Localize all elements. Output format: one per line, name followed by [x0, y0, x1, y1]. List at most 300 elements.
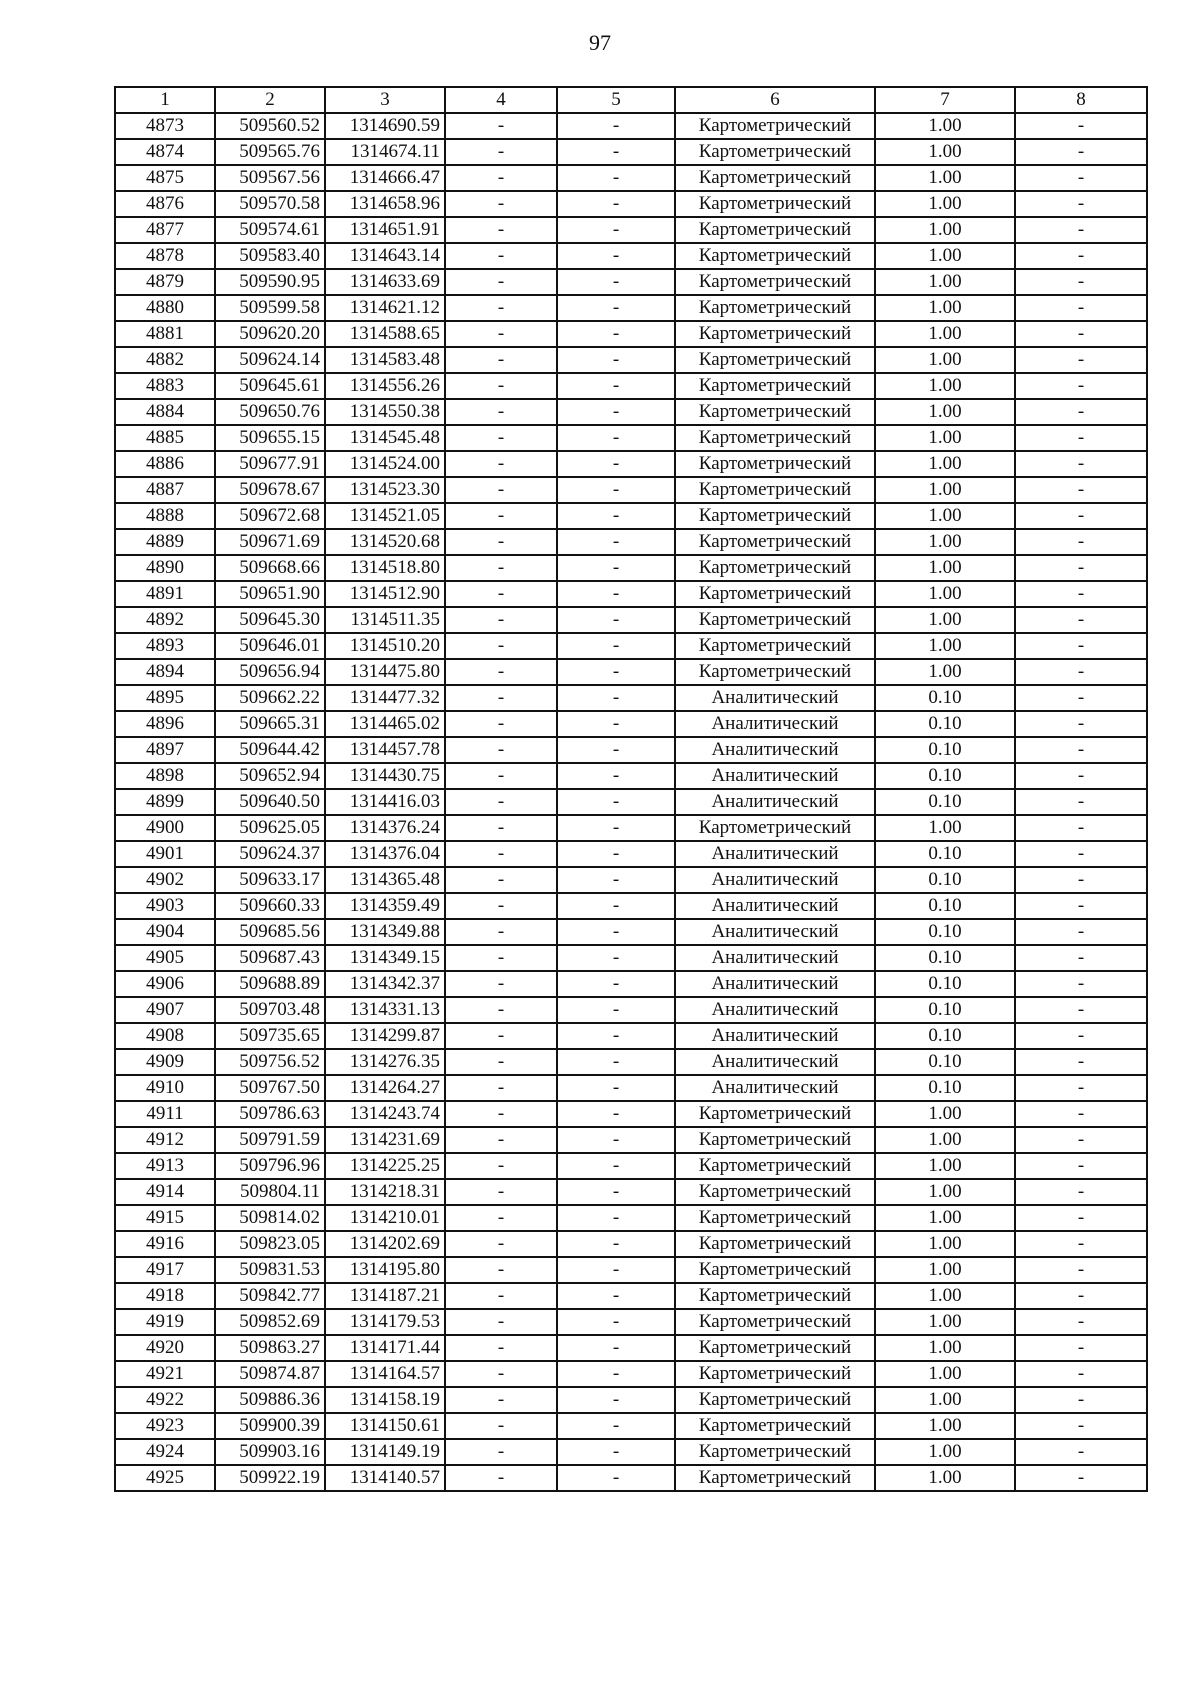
- y-coordinate-cell: 1314349.15: [325, 945, 445, 971]
- col5-cell: -: [557, 1101, 675, 1127]
- col4-cell: -: [445, 399, 557, 425]
- y-coordinate-cell: 1314475.80: [325, 659, 445, 685]
- point-number-cell: 4890: [115, 555, 215, 581]
- accuracy-cell: 1.00: [875, 607, 1015, 633]
- col8-cell: -: [1015, 529, 1147, 555]
- method-cell: Картометрический: [675, 295, 875, 321]
- col5-cell: -: [557, 503, 675, 529]
- header-cell: 6: [675, 87, 875, 113]
- accuracy-cell: 1.00: [875, 191, 1015, 217]
- col5-cell: -: [557, 165, 675, 191]
- y-coordinate-cell: 1314376.04: [325, 841, 445, 867]
- y-coordinate-cell: 1314218.31: [325, 1179, 445, 1205]
- y-coordinate-cell: 1314633.69: [325, 269, 445, 295]
- point-number-cell: 4878: [115, 243, 215, 269]
- col4-cell: -: [445, 243, 557, 269]
- x-coordinate-cell: 509687.43: [215, 945, 325, 971]
- x-coordinate-cell: 509583.40: [215, 243, 325, 269]
- x-coordinate-cell: 509599.58: [215, 295, 325, 321]
- col4-cell: -: [445, 1309, 557, 1335]
- method-cell: Картометрический: [675, 477, 875, 503]
- x-coordinate-cell: 509656.94: [215, 659, 325, 685]
- point-number-cell: 4897: [115, 737, 215, 763]
- accuracy-cell: 1.00: [875, 373, 1015, 399]
- y-coordinate-cell: 1314588.65: [325, 321, 445, 347]
- method-cell: Картометрический: [675, 1179, 875, 1205]
- x-coordinate-cell: 509900.39: [215, 1413, 325, 1439]
- x-coordinate-cell: 509791.59: [215, 1127, 325, 1153]
- table-row: [115, 1205, 1147, 1231]
- y-coordinate-cell: 1314210.01: [325, 1205, 445, 1231]
- table-row: [115, 893, 1147, 919]
- accuracy-cell: 1.00: [875, 113, 1015, 139]
- col8-cell: -: [1015, 1257, 1147, 1283]
- x-coordinate-cell: 509814.02: [215, 1205, 325, 1231]
- col4-cell: -: [445, 659, 557, 685]
- accuracy-cell: 1.00: [875, 269, 1015, 295]
- col4-cell: -: [445, 321, 557, 347]
- col8-cell: -: [1015, 867, 1147, 893]
- col4-cell: -: [445, 711, 557, 737]
- col4-cell: -: [445, 425, 557, 451]
- table-row: [115, 373, 1147, 399]
- y-coordinate-cell: 1314225.25: [325, 1153, 445, 1179]
- accuracy-cell: 0.10: [875, 945, 1015, 971]
- col4-cell: -: [445, 139, 557, 165]
- col4-cell: -: [445, 347, 557, 373]
- x-coordinate-cell: 509735.65: [215, 1023, 325, 1049]
- col5-cell: -: [557, 555, 675, 581]
- method-cell: Картометрический: [675, 659, 875, 685]
- col8-cell: -: [1015, 1101, 1147, 1127]
- table-row: [115, 399, 1147, 425]
- x-coordinate-cell: 509786.63: [215, 1101, 325, 1127]
- accuracy-cell: 0.10: [875, 919, 1015, 945]
- table-row: [115, 451, 1147, 477]
- accuracy-cell: 1.00: [875, 1153, 1015, 1179]
- col4-cell: -: [445, 1075, 557, 1101]
- accuracy-cell: 1.00: [875, 815, 1015, 841]
- method-cell: Картометрический: [675, 1413, 875, 1439]
- header-cell: 3: [325, 87, 445, 113]
- col8-cell: -: [1015, 1023, 1147, 1049]
- x-coordinate-cell: 509796.96: [215, 1153, 325, 1179]
- col4-cell: -: [445, 1049, 557, 1075]
- col5-cell: -: [557, 711, 675, 737]
- method-cell: Аналитический: [675, 945, 875, 971]
- method-cell: Аналитический: [675, 711, 875, 737]
- col5-cell: -: [557, 347, 675, 373]
- accuracy-cell: 0.10: [875, 893, 1015, 919]
- table-row: [115, 815, 1147, 841]
- point-number-cell: 4879: [115, 269, 215, 295]
- point-number-cell: 4923: [115, 1413, 215, 1439]
- col5-cell: -: [557, 191, 675, 217]
- col5-cell: -: [557, 399, 675, 425]
- col8-cell: -: [1015, 841, 1147, 867]
- col5-cell: -: [557, 971, 675, 997]
- x-coordinate-cell: 509640.50: [215, 789, 325, 815]
- accuracy-cell: 1.00: [875, 425, 1015, 451]
- col4-cell: -: [445, 503, 557, 529]
- y-coordinate-cell: 1314202.69: [325, 1231, 445, 1257]
- accuracy-cell: 1.00: [875, 633, 1015, 659]
- method-cell: Аналитический: [675, 997, 875, 1023]
- col4-cell: -: [445, 1283, 557, 1309]
- col5-cell: -: [557, 1413, 675, 1439]
- col8-cell: -: [1015, 711, 1147, 737]
- method-cell: Картометрический: [675, 1101, 875, 1127]
- y-coordinate-cell: 1314349.88: [325, 919, 445, 945]
- header-row: [115, 87, 1147, 113]
- x-coordinate-cell: 509652.94: [215, 763, 325, 789]
- col4-cell: -: [445, 529, 557, 555]
- x-coordinate-cell: 509874.87: [215, 1361, 325, 1387]
- x-coordinate-cell: 509633.17: [215, 867, 325, 893]
- table-row: [115, 789, 1147, 815]
- col5-cell: -: [557, 1231, 675, 1257]
- table-row: [115, 737, 1147, 763]
- col8-cell: -: [1015, 1309, 1147, 1335]
- col5-cell: -: [557, 269, 675, 295]
- table-row: [115, 997, 1147, 1023]
- y-coordinate-cell: 1314342.37: [325, 971, 445, 997]
- accuracy-cell: 0.10: [875, 737, 1015, 763]
- method-cell: Аналитический: [675, 841, 875, 867]
- method-cell: Картометрический: [675, 113, 875, 139]
- method-cell: Картометрический: [675, 165, 875, 191]
- header-cell: 8: [1015, 87, 1147, 113]
- col5-cell: -: [557, 1309, 675, 1335]
- col5-cell: -: [557, 867, 675, 893]
- method-cell: Аналитический: [675, 737, 875, 763]
- table-body: [115, 113, 1147, 1491]
- col4-cell: -: [445, 919, 557, 945]
- col4-cell: -: [445, 477, 557, 503]
- y-coordinate-cell: 1314171.44: [325, 1335, 445, 1361]
- table-row: [115, 1127, 1147, 1153]
- col5-cell: -: [557, 113, 675, 139]
- accuracy-cell: 0.10: [875, 763, 1015, 789]
- col5-cell: -: [557, 139, 675, 165]
- method-cell: Картометрический: [675, 503, 875, 529]
- point-number-cell: 4883: [115, 373, 215, 399]
- point-number-cell: 4896: [115, 711, 215, 737]
- table-row: [115, 191, 1147, 217]
- col4-cell: -: [445, 581, 557, 607]
- col5-cell: -: [557, 373, 675, 399]
- col4-cell: -: [445, 1387, 557, 1413]
- point-number-cell: 4887: [115, 477, 215, 503]
- y-coordinate-cell: 1314512.90: [325, 581, 445, 607]
- method-cell: Картометрический: [675, 139, 875, 165]
- accuracy-cell: 1.00: [875, 1127, 1015, 1153]
- table-row: [115, 867, 1147, 893]
- col8-cell: -: [1015, 477, 1147, 503]
- method-cell: Аналитический: [675, 763, 875, 789]
- accuracy-cell: 0.10: [875, 1023, 1015, 1049]
- col4-cell: -: [445, 1335, 557, 1361]
- col5-cell: -: [557, 1361, 675, 1387]
- col5-cell: -: [557, 945, 675, 971]
- y-coordinate-cell: 1314658.96: [325, 191, 445, 217]
- accuracy-cell: 1.00: [875, 1465, 1015, 1491]
- table-row: [115, 763, 1147, 789]
- point-number-cell: 4919: [115, 1309, 215, 1335]
- x-coordinate-cell: 509804.11: [215, 1179, 325, 1205]
- x-coordinate-cell: 509660.33: [215, 893, 325, 919]
- x-coordinate-cell: 509823.05: [215, 1231, 325, 1257]
- col8-cell: -: [1015, 165, 1147, 191]
- header-cell: 2: [215, 87, 325, 113]
- col5-cell: -: [557, 1439, 675, 1465]
- y-coordinate-cell: 1314524.00: [325, 451, 445, 477]
- table-row: [115, 1283, 1147, 1309]
- col4-cell: -: [445, 1231, 557, 1257]
- point-number-cell: 4904: [115, 919, 215, 945]
- point-number-cell: 4918: [115, 1283, 215, 1309]
- accuracy-cell: 1.00: [875, 659, 1015, 685]
- col4-cell: -: [445, 841, 557, 867]
- accuracy-cell: 1.00: [875, 1179, 1015, 1205]
- col5-cell: -: [557, 789, 675, 815]
- y-coordinate-cell: 1314666.47: [325, 165, 445, 191]
- col8-cell: -: [1015, 269, 1147, 295]
- x-coordinate-cell: 509645.61: [215, 373, 325, 399]
- point-number-cell: 4922: [115, 1387, 215, 1413]
- point-number-cell: 4903: [115, 893, 215, 919]
- col5-cell: -: [557, 1127, 675, 1153]
- y-coordinate-cell: 1314518.80: [325, 555, 445, 581]
- point-number-cell: 4889: [115, 529, 215, 555]
- accuracy-cell: 1.00: [875, 451, 1015, 477]
- y-coordinate-cell: 1314264.27: [325, 1075, 445, 1101]
- col8-cell: -: [1015, 243, 1147, 269]
- method-cell: Картометрический: [675, 1127, 875, 1153]
- y-coordinate-cell: 1314545.48: [325, 425, 445, 451]
- col4-cell: -: [445, 451, 557, 477]
- x-coordinate-cell: 509903.16: [215, 1439, 325, 1465]
- col4-cell: -: [445, 269, 557, 295]
- table-row: [115, 1153, 1147, 1179]
- col4-cell: -: [445, 685, 557, 711]
- col5-cell: -: [557, 1153, 675, 1179]
- point-number-cell: 4874: [115, 139, 215, 165]
- accuracy-cell: 1.00: [875, 1231, 1015, 1257]
- col8-cell: -: [1015, 789, 1147, 815]
- col4-cell: -: [445, 1179, 557, 1205]
- x-coordinate-cell: 509567.56: [215, 165, 325, 191]
- col8-cell: -: [1015, 321, 1147, 347]
- accuracy-cell: 1.00: [875, 347, 1015, 373]
- col4-cell: -: [445, 217, 557, 243]
- x-coordinate-cell: 509677.91: [215, 451, 325, 477]
- y-coordinate-cell: 1314583.48: [325, 347, 445, 373]
- col4-cell: -: [445, 373, 557, 399]
- x-coordinate-cell: 509560.52: [215, 113, 325, 139]
- method-cell: Картометрический: [675, 1465, 875, 1491]
- table-row: [115, 1231, 1147, 1257]
- x-coordinate-cell: 509671.69: [215, 529, 325, 555]
- accuracy-cell: 0.10: [875, 789, 1015, 815]
- x-coordinate-cell: 509625.05: [215, 815, 325, 841]
- table-row: [115, 581, 1147, 607]
- point-number-cell: 4913: [115, 1153, 215, 1179]
- method-cell: Картометрический: [675, 451, 875, 477]
- table-row: [115, 1179, 1147, 1205]
- x-coordinate-cell: 509565.76: [215, 139, 325, 165]
- col8-cell: -: [1015, 945, 1147, 971]
- col5-cell: -: [557, 919, 675, 945]
- table-row: [115, 347, 1147, 373]
- accuracy-cell: 0.10: [875, 841, 1015, 867]
- method-cell: Аналитический: [675, 1049, 875, 1075]
- point-number-cell: 4891: [115, 581, 215, 607]
- method-cell: Картометрический: [675, 269, 875, 295]
- y-coordinate-cell: 1314510.20: [325, 633, 445, 659]
- accuracy-cell: 1.00: [875, 321, 1015, 347]
- x-coordinate-cell: 509651.90: [215, 581, 325, 607]
- x-coordinate-cell: 509767.50: [215, 1075, 325, 1101]
- point-number-cell: 4882: [115, 347, 215, 373]
- point-number-cell: 4892: [115, 607, 215, 633]
- y-coordinate-cell: 1314276.35: [325, 1049, 445, 1075]
- table-row: [115, 503, 1147, 529]
- point-number-cell: 4916: [115, 1231, 215, 1257]
- col5-cell: -: [557, 477, 675, 503]
- accuracy-cell: 1.00: [875, 243, 1015, 269]
- col8-cell: -: [1015, 971, 1147, 997]
- y-coordinate-cell: 1314376.24: [325, 815, 445, 841]
- method-cell: Картометрический: [675, 633, 875, 659]
- col4-cell: -: [445, 1361, 557, 1387]
- col5-cell: -: [557, 451, 675, 477]
- col8-cell: -: [1015, 451, 1147, 477]
- accuracy-cell: 1.00: [875, 477, 1015, 503]
- y-coordinate-cell: 1314523.30: [325, 477, 445, 503]
- accuracy-cell: 1.00: [875, 139, 1015, 165]
- x-coordinate-cell: 509831.53: [215, 1257, 325, 1283]
- y-coordinate-cell: 1314457.78: [325, 737, 445, 763]
- x-coordinate-cell: 509650.76: [215, 399, 325, 425]
- point-number-cell: 4924: [115, 1439, 215, 1465]
- col8-cell: -: [1015, 1231, 1147, 1257]
- col4-cell: -: [445, 893, 557, 919]
- y-coordinate-cell: 1314243.74: [325, 1101, 445, 1127]
- table-row: [115, 1387, 1147, 1413]
- col5-cell: -: [557, 243, 675, 269]
- col8-cell: -: [1015, 1413, 1147, 1439]
- y-coordinate-cell: 1314690.59: [325, 113, 445, 139]
- point-number-cell: 4893: [115, 633, 215, 659]
- table-row: [115, 477, 1147, 503]
- y-coordinate-cell: 1314511.35: [325, 607, 445, 633]
- col8-cell: -: [1015, 1127, 1147, 1153]
- accuracy-cell: 1.00: [875, 1413, 1015, 1439]
- accuracy-cell: 1.00: [875, 1257, 1015, 1283]
- table-row: [115, 269, 1147, 295]
- col8-cell: -: [1015, 1153, 1147, 1179]
- col5-cell: -: [557, 1465, 675, 1491]
- col4-cell: -: [445, 1465, 557, 1491]
- y-coordinate-cell: 1314331.13: [325, 997, 445, 1023]
- col8-cell: -: [1015, 1387, 1147, 1413]
- col8-cell: -: [1015, 295, 1147, 321]
- method-cell: Картометрический: [675, 815, 875, 841]
- point-number-cell: 4925: [115, 1465, 215, 1491]
- col5-cell: -: [557, 607, 675, 633]
- point-number-cell: 4898: [115, 763, 215, 789]
- table-row: [115, 321, 1147, 347]
- method-cell: Картометрический: [675, 1361, 875, 1387]
- method-cell: Картометрический: [675, 1335, 875, 1361]
- point-number-cell: 4907: [115, 997, 215, 1023]
- x-coordinate-cell: 509570.58: [215, 191, 325, 217]
- x-coordinate-cell: 509574.61: [215, 217, 325, 243]
- method-cell: Аналитический: [675, 971, 875, 997]
- x-coordinate-cell: 509624.37: [215, 841, 325, 867]
- table-header: [115, 87, 1147, 113]
- accuracy-cell: 1.00: [875, 1335, 1015, 1361]
- method-cell: Картометрический: [675, 529, 875, 555]
- method-cell: Аналитический: [675, 789, 875, 815]
- y-coordinate-cell: 1314187.21: [325, 1283, 445, 1309]
- col5-cell: -: [557, 659, 675, 685]
- point-number-cell: 4895: [115, 685, 215, 711]
- x-coordinate-cell: 509756.52: [215, 1049, 325, 1075]
- table-row: [115, 1257, 1147, 1283]
- point-number-cell: 4917: [115, 1257, 215, 1283]
- method-cell: Картометрический: [675, 607, 875, 633]
- point-number-cell: 4894: [115, 659, 215, 685]
- point-number-cell: 4911: [115, 1101, 215, 1127]
- point-number-cell: 4915: [115, 1205, 215, 1231]
- col4-cell: -: [445, 165, 557, 191]
- x-coordinate-cell: 509590.95: [215, 269, 325, 295]
- col8-cell: -: [1015, 1205, 1147, 1231]
- col8-cell: -: [1015, 1335, 1147, 1361]
- point-number-cell: 4902: [115, 867, 215, 893]
- col8-cell: -: [1015, 191, 1147, 217]
- table-row: [115, 945, 1147, 971]
- y-coordinate-cell: 1314521.05: [325, 503, 445, 529]
- method-cell: Аналитический: [675, 867, 875, 893]
- y-coordinate-cell: 1314150.61: [325, 1413, 445, 1439]
- method-cell: Картометрический: [675, 1153, 875, 1179]
- col4-cell: -: [445, 1439, 557, 1465]
- method-cell: Картометрический: [675, 217, 875, 243]
- point-number-cell: 4901: [115, 841, 215, 867]
- y-coordinate-cell: 1314621.12: [325, 295, 445, 321]
- table-row: [115, 217, 1147, 243]
- col5-cell: -: [557, 1387, 675, 1413]
- col8-cell: -: [1015, 763, 1147, 789]
- point-number-cell: 4921: [115, 1361, 215, 1387]
- y-coordinate-cell: 1314149.19: [325, 1439, 445, 1465]
- method-cell: Картометрический: [675, 581, 875, 607]
- col4-cell: -: [445, 945, 557, 971]
- y-coordinate-cell: 1314299.87: [325, 1023, 445, 1049]
- x-coordinate-cell: 509620.20: [215, 321, 325, 347]
- accuracy-cell: 1.00: [875, 217, 1015, 243]
- col5-cell: -: [557, 581, 675, 607]
- col5-cell: -: [557, 1075, 675, 1101]
- col8-cell: -: [1015, 503, 1147, 529]
- y-coordinate-cell: 1314674.11: [325, 139, 445, 165]
- col4-cell: -: [445, 815, 557, 841]
- col5-cell: -: [557, 685, 675, 711]
- col8-cell: -: [1015, 347, 1147, 373]
